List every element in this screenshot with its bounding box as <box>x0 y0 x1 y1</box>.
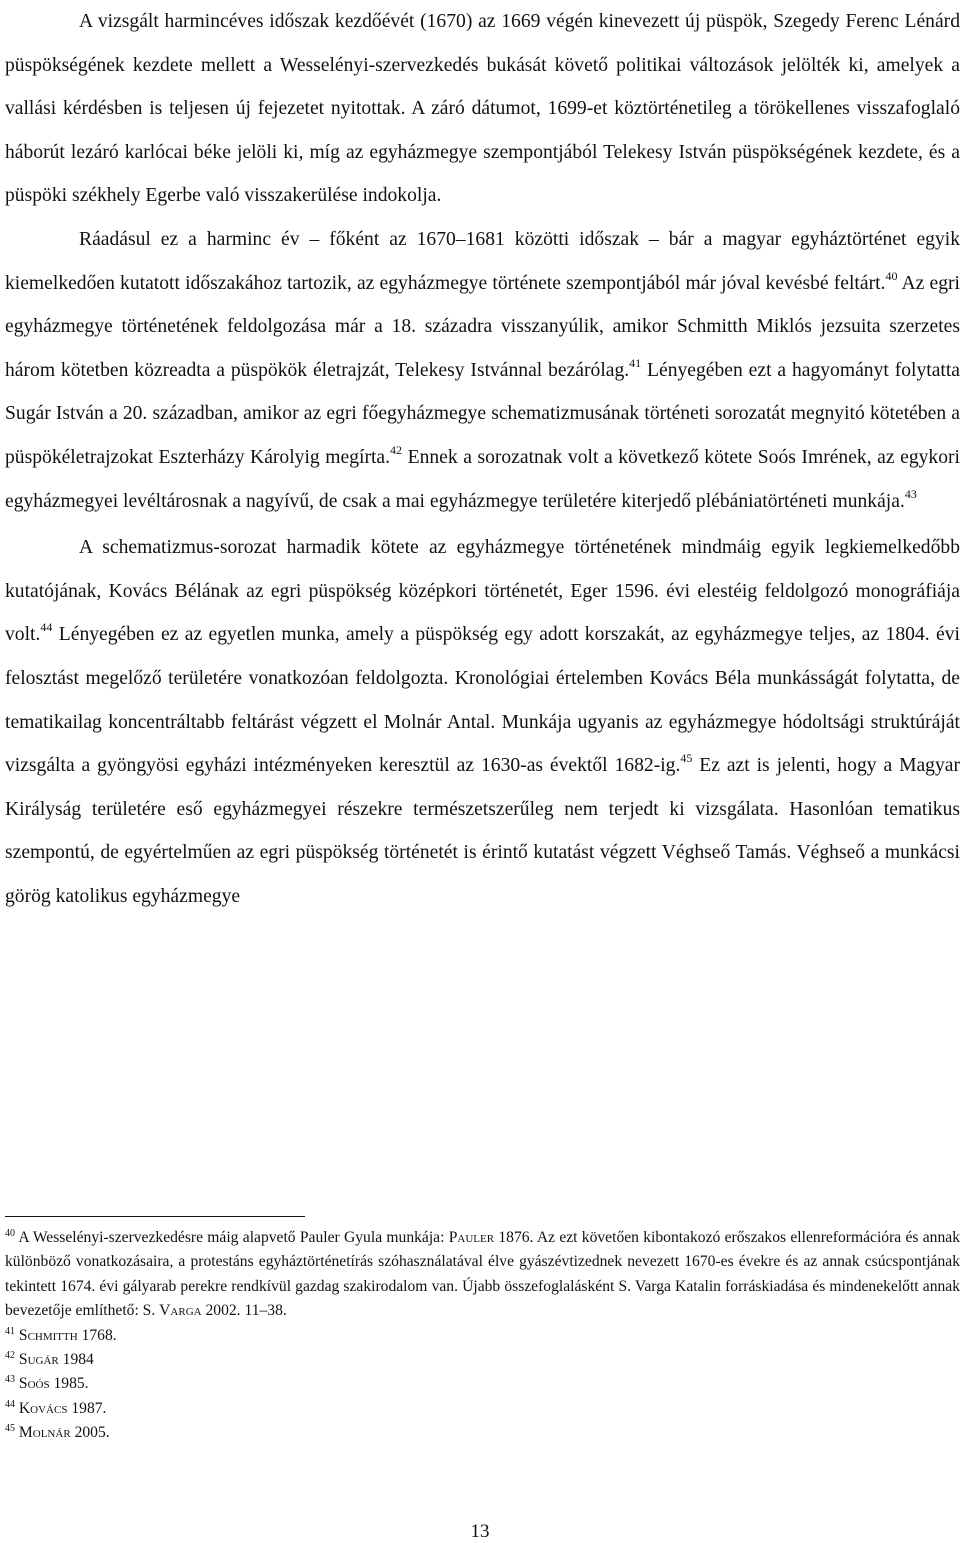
citation-author: Pauler <box>448 1229 495 1246</box>
paragraph-text: A schematizmus-sorozat harmadik kötete az egyházmegye történetének mindmáig egyik legkiemelkedőbb kutatójának, Kovács Bélának az egri püspökség középkori történetét, Eger 1596. évi elestéig feldolgozó monográfiája volt. <box>5 537 960 646</box>
footnote-40 <box>5 1226 960 1324</box>
footnote-42 <box>5 1348 960 1372</box>
paragraph-text: A vizsgált harmincéves időszak kezdőévét (1670) az 1669 végén kinevezett új püspök, Szegedy Ferenc Lénárd püspökségének kezdete mellett a Wesselényi-szervezkedés bukását követő politikai változások jelölték ki, amelyek a vallási kérdésben is teljesen új fejezetet nyitottak. A záró dátumot, 1699-et köztörténetileg a törökellenes visszafoglaló háborút lezáró karlócai béke jelöli ki, míg az egyházmegye szempontjából Telekesy István püspökségének kezdete, és a püspöki székhely Egerbe való visszakerülése indokolja. <box>5 11 960 207</box>
footnotes <box>5 1226 960 1446</box>
paragraph-3 <box>5 526 960 918</box>
citation-author: Molnár <box>18 1424 71 1442</box>
citation-author: Soós <box>18 1375 50 1393</box>
footnote-text: 2005. <box>70 1424 110 1442</box>
footnote-text: 1876. Az ezt követően kibontakozó erőszakos ellenreformációra és annak különböző vonatkozásaira, a protestáns egyháztörténetírás szóhasználatával élve gyászévtizednek nevezett 1670-es évekre és az annak csúcspontjának tekintett 1674. évi gályarab perekre rendkívül gazdag szakirodalom van. Újabb összefoglalásként S. Varga Katalin forráskiadása és mindenekelőtt annak bevezetője említhető: S. <box>5 1229 960 1320</box>
footnote-ref-45[interactable]: 45 <box>680 751 693 766</box>
paragraph-text: Lényegében ezt a hagyományt folytatta Sugár István a 20. században, amikor az egri főegyházmegye schematizmusának történeti sorozatát megnyitó kötetében a püspökéletrajzokat Eszterházy Károlyig megírta. <box>5 359 960 468</box>
paragraph-text: Ez azt is jelenti, hogy a Magyar Királyság területére eső egyházmegyei részekre természetszerűleg nem terjedt ki vizsgálata. Hasonlóan tematikus szempontú, de egyértelműen az egri püspökség történetét is érintő kutatást végzett Véghseő Tamás. Véghseő a munkácsi görög katolikus egyházmegye <box>5 755 960 907</box>
page-number: 13 <box>470 1521 490 1542</box>
paragraph-text: Ennek a sorozatnak volt a következő kötete Soós Imrének, az egykori egyházmegyei levéltárosnak a nagyívű, de csak a mai egyházmegye területére kiterjedő plébániatörténeti munkája. <box>5 446 960 512</box>
citation-author: Sugár <box>18 1351 59 1369</box>
paragraph-text: Lényegében ez az egyetlen munka, amely a püspökség egy adott korszakát, az egyházmegye teljes, az 1804. évi felosztást megelőző területére vonatkozóan feldolgozta. Kronológiai értelemben Kovács Béla munkásságát folytatta, de tematikailag koncentráltabb feltárást végzett el Molnár Antal. Munkája ugyanis az egyházmegye hódoltsági struktúráját vizsgálta a gyöngyösi egyházi intézményeken keresztül az 1630-as évektől 1682-ig. <box>5 624 960 777</box>
paragraph-2 <box>5 218 960 523</box>
footnote-ref-43[interactable]: 43 <box>904 486 917 501</box>
paragraph-text: Az egri egyházmegye történetének feldolgozása már a 18. századra visszanyúlik, amikor Schmitth Miklós jezsuita szerzetes három kötetben közreadta a püspökök életrajzát, Telekesy Istvánnal bezárólag. <box>5 272 960 381</box>
citation-author: Varga <box>159 1302 202 1320</box>
footnote-text: 1768. <box>77 1326 117 1344</box>
footnote-ref-42[interactable]: 42 <box>390 442 403 457</box>
footnote-number: 45 <box>5 1423 15 1435</box>
footnote-ref-44[interactable]: 44 <box>40 620 53 635</box>
footnote-45 <box>5 1421 960 1445</box>
citation-author: Schmitth <box>18 1326 78 1344</box>
footnote-44 <box>5 1397 960 1421</box>
footnote-number: 41 <box>5 1325 15 1337</box>
footnote-number: 44 <box>5 1398 15 1410</box>
footnote-ref-40[interactable]: 40 <box>885 268 898 283</box>
paragraph-text: Ráadásul ez a harminc év – főként az 1670–1681 közötti időszak – bár a magyar egyháztörténet egyik kiemelkedően kutatott időszakához tartozik, az egyházmegye története szempontjából már jóval kevésbé feltárt. <box>5 228 960 294</box>
footnote-41 <box>5 1324 960 1348</box>
footnote-text: A Wesselényi-szervezkedésre máig alapvető Pauler Gyula munkája: <box>15 1229 449 1246</box>
footnote-text: 1987. <box>67 1399 107 1417</box>
footnote-text: 1985. <box>49 1375 89 1393</box>
footnote-number: 43 <box>5 1374 15 1386</box>
citation-author: Kovács <box>18 1399 68 1417</box>
footnote-text: 1984 <box>58 1351 94 1369</box>
footnote-number: 42 <box>5 1350 15 1362</box>
footnote-text: 2002. 11–38. <box>201 1302 287 1320</box>
paragraph-1 <box>5 0 960 218</box>
footnote-separator <box>5 1216 305 1217</box>
footnote-number: 40 <box>5 1228 15 1239</box>
footnote-43 <box>5 1372 960 1396</box>
body-text <box>5 0 960 918</box>
footnote-ref-41[interactable]: 41 <box>629 355 642 370</box>
